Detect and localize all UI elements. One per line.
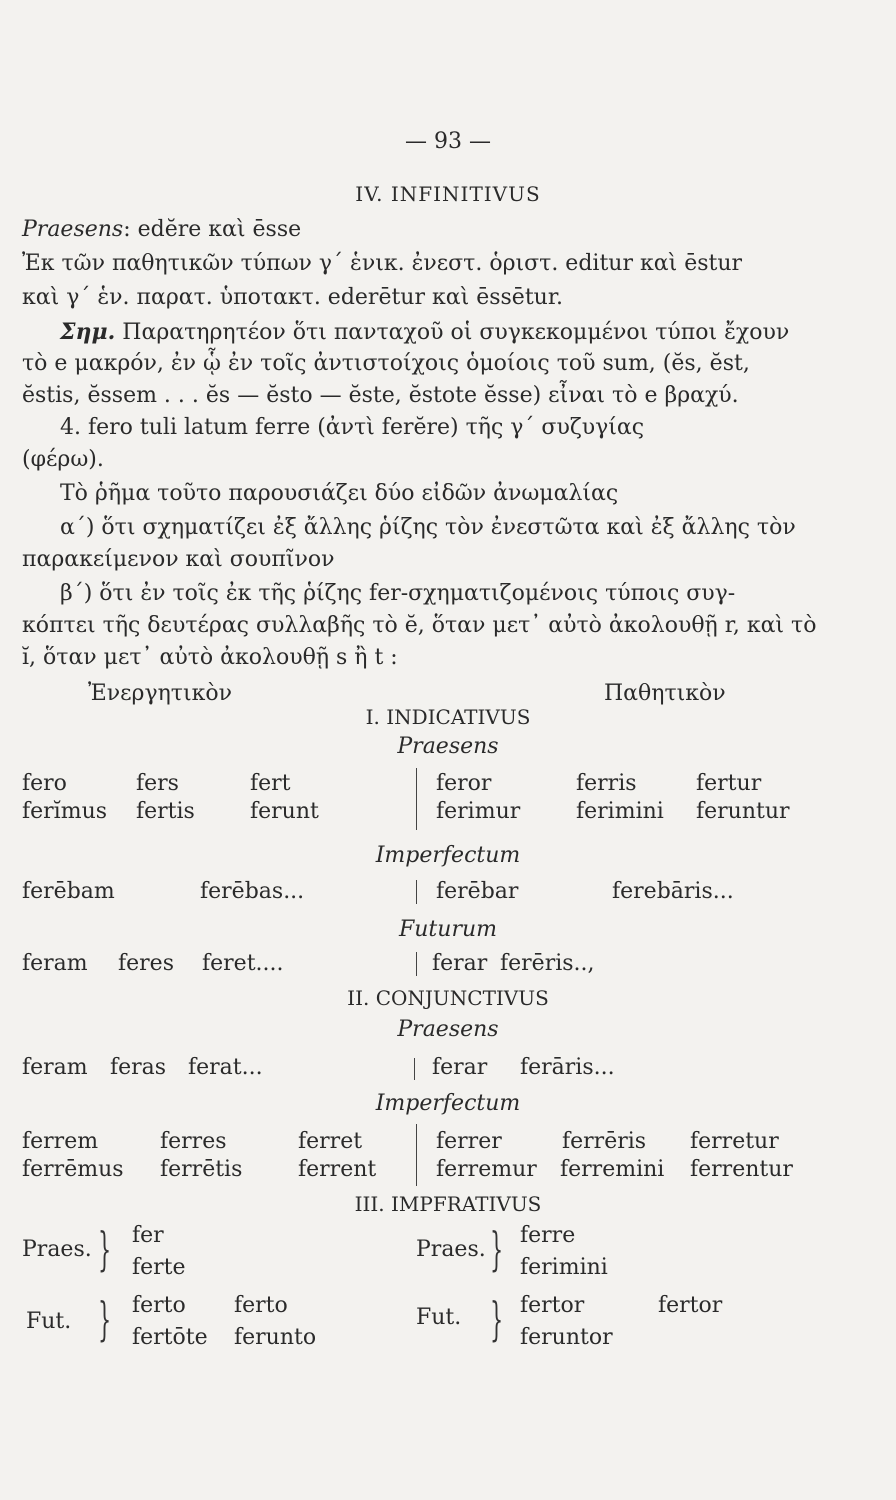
brace: } [98, 1222, 112, 1276]
intro-line-5: ĕstis, ĕssem . . . ĕs — ĕsto — ĕste, ĕstote ĕsse) εἶναι τὸ e βραχύ. [22, 383, 739, 408]
imp-pas-fut-2sg: fertor [520, 1293, 585, 1318]
indicativus-title: I. INDICATIVUS [365, 705, 531, 729]
conj-impf-act-2pl: ferrētis [160, 1157, 243, 1182]
brace: } [98, 1292, 112, 1346]
imp-pas-fut-label: Fut. [416, 1305, 462, 1330]
ind-praes-act-2pl: fertis [136, 799, 195, 824]
ind-praesens-title: Praesens [397, 734, 499, 759]
imperativus-title: III. IMPFRATIVUS [354, 1192, 542, 1216]
note-line [60, 318, 789, 347]
ind-fut-pas-1sg: ferar [432, 951, 488, 976]
conj-impf-pas-3sg: ferretur [690, 1129, 779, 1154]
conj-impf-act-1sg: ferrem [22, 1129, 99, 1154]
conj-praes-pas-1sg: ferar [432, 1055, 488, 1080]
note-label: Σημ. [60, 319, 116, 345]
conj-impf-act-3pl: ferrent [298, 1157, 377, 1182]
imp-pas-fut-3sg: fertor [658, 1293, 723, 1318]
conj-imperfectum-title: Imperfectum [375, 1091, 521, 1116]
page-number: — 93 — [405, 129, 491, 154]
column-divider [416, 768, 417, 830]
ind-fut-act-1sg: feram [22, 951, 88, 976]
imp-pas-praes-sg: ferre [520, 1223, 576, 1248]
ind-futurum-title: Futurum [399, 917, 497, 942]
ind-praes-act-2sg: fers [136, 771, 179, 796]
conj-impf-pas-2sg: ferrēris [562, 1129, 647, 1154]
conj-impf-pas-2pl: ferremini [560, 1157, 665, 1182]
ind-praes-pas-1sg: feror [436, 771, 492, 796]
imp-act-fut-3pl: ferunto [234, 1325, 317, 1350]
ind-fut-pas-2sg: ferēris.., [500, 951, 595, 976]
intro-line-1: Ἐκ τῶν παθητικῶν τύπων γ΄ ἑνικ. ἐνεστ. ὁριστ. editur καὶ ēstur [22, 251, 743, 276]
imp-act-fut-2pl: fertōte [132, 1325, 208, 1350]
conj-praesens-title: Praesens [397, 1017, 499, 1042]
imp-pas-praes-label: Praes. [416, 1237, 486, 1262]
conj-praes-act-2sg: feras [110, 1055, 167, 1080]
column-divider [416, 1124, 417, 1186]
imp-pas-praes-pl: ferimini [520, 1255, 608, 1280]
imp-act-praes-label: Praes. [22, 1237, 92, 1262]
conj-impf-act-2sg: ferres [160, 1129, 227, 1154]
imp-act-fut-2sg: ferto [132, 1293, 186, 1318]
conj-impf-pas-1pl: ferremur [436, 1157, 537, 1182]
imp-act-praes-sg: fer [132, 1223, 164, 1248]
ind-praes-pas-3pl: feruntur [696, 799, 790, 824]
intro-line-8: Τὸ ῥῆμα τοῦτο παρουσιάζει δύο εἰδῶν ἀνωμαλίας [60, 481, 619, 506]
imp-pas-fut-3pl: feruntor [520, 1325, 613, 1350]
intro-line-10: παρακείμενον καὶ σουπῖνον [22, 547, 335, 572]
intro-line-12: κόπτει τῆς δευτέρας συλλαβῆς τὸ ĕ, ὅταν μετ᾽ αὐτὸ ἀκολουθῇ r, καὶ τὸ [22, 613, 817, 638]
note-text: Παρατηρητέον ὅτι πανταχοῦ οἱ συγκεκομμένοι τύποι ἔχουν [115, 320, 790, 345]
imp-act-fut-3sg: ferto [234, 1293, 288, 1318]
passive-voice-heading: Παθητικὸν [604, 681, 726, 706]
active-voice-heading: Ἐνεργητικὸν [88, 681, 232, 706]
intro-line-9: α΄) ὅτι σχηματίζει ἐξ ἄλλης ῥίζης τὸν ἐνεστῶτα καὶ ἐξ ἄλλης τὸν [60, 515, 796, 540]
ind-impf-act-1sg: ferēbam [22, 879, 115, 904]
conj-impf-act-3sg: ferret [298, 1129, 363, 1154]
ind-praes-pas-2sg: ferris [576, 771, 637, 796]
ind-impf-pas-2sg: ferebāris... [612, 879, 734, 904]
column-divider [414, 1058, 415, 1080]
conj-impf-act-1pl: ferrēmus [22, 1157, 124, 1182]
coniunctivus-title: II. CONJUNCTIVUS [347, 986, 549, 1010]
ind-praes-act-3pl: ferunt [250, 799, 319, 824]
conj-praes-act-1sg: feram [22, 1055, 88, 1080]
intro-line-7: (φέρω). [22, 447, 104, 472]
imp-act-fut-label: Fut. [26, 1309, 72, 1334]
section-title: IV. INFINITIVUS [355, 182, 541, 206]
conj-impf-pas-3pl: ferrentur [690, 1157, 793, 1182]
ind-praes-act-1sg: fero [22, 771, 67, 796]
brace: } [490, 1292, 504, 1346]
ind-fut-act-3sg: feret.... [202, 951, 284, 976]
ind-praes-pas-1pl: ferimur [436, 799, 521, 824]
ind-praes-act-3sg: fert [250, 771, 291, 796]
praesens-line [22, 216, 301, 244]
ind-impf-pas-1sg: ferēbar [436, 879, 519, 904]
ind-praes-pas-3sg: fertur [696, 771, 762, 796]
column-divider [416, 880, 417, 904]
intro-line-11: β΄) ὅτι ἐν τοῖς ἐκ τῆς ῥίζης fer-σχηματιζομένοις τύποις συγ- [60, 581, 736, 606]
conj-praes-pas-2sg: ferāris... [520, 1055, 615, 1080]
ind-praes-act-1pl: ferĭmus [22, 799, 108, 824]
imp-act-praes-pl: ferte [132, 1255, 186, 1280]
intro-line-13: ĭ, ὅταν μετ᾽ αὐτὸ ἀκολουθῇ s ἢ t : [22, 645, 398, 670]
ind-praes-pas-2pl: ferimini [576, 799, 664, 824]
brace: } [490, 1222, 504, 1276]
column-divider [416, 952, 417, 976]
ind-fut-act-2sg: feres [118, 951, 174, 976]
praesens-forms: : edĕre καὶ ēsse [123, 217, 302, 242]
ind-imperfectum-title: Imperfectum [375, 843, 521, 868]
intro-line-2: καὶ γ΄ ἑν. παρατ. ὑποτακτ. ederētur καὶ ēssētur. [22, 285, 563, 310]
conj-impf-pas-1sg: ferrer [436, 1129, 502, 1154]
conj-praes-act-3sg: ferat... [188, 1055, 263, 1080]
intro-line-4: τὸ e μακρόν, ἐν ᾧ ἐν τοῖς ἀντιστοίχοις ὁμοίοις τοῦ sum, (ĕs, ĕst, [22, 351, 750, 376]
intro-line-6: 4. fero tuli latum ferre (ἀντὶ ferĕre) τῆς γ΄ συζυγίας [60, 415, 645, 440]
praesens-label: Praesens [22, 217, 124, 242]
ind-impf-act-2sg: ferēbas... [200, 879, 305, 904]
